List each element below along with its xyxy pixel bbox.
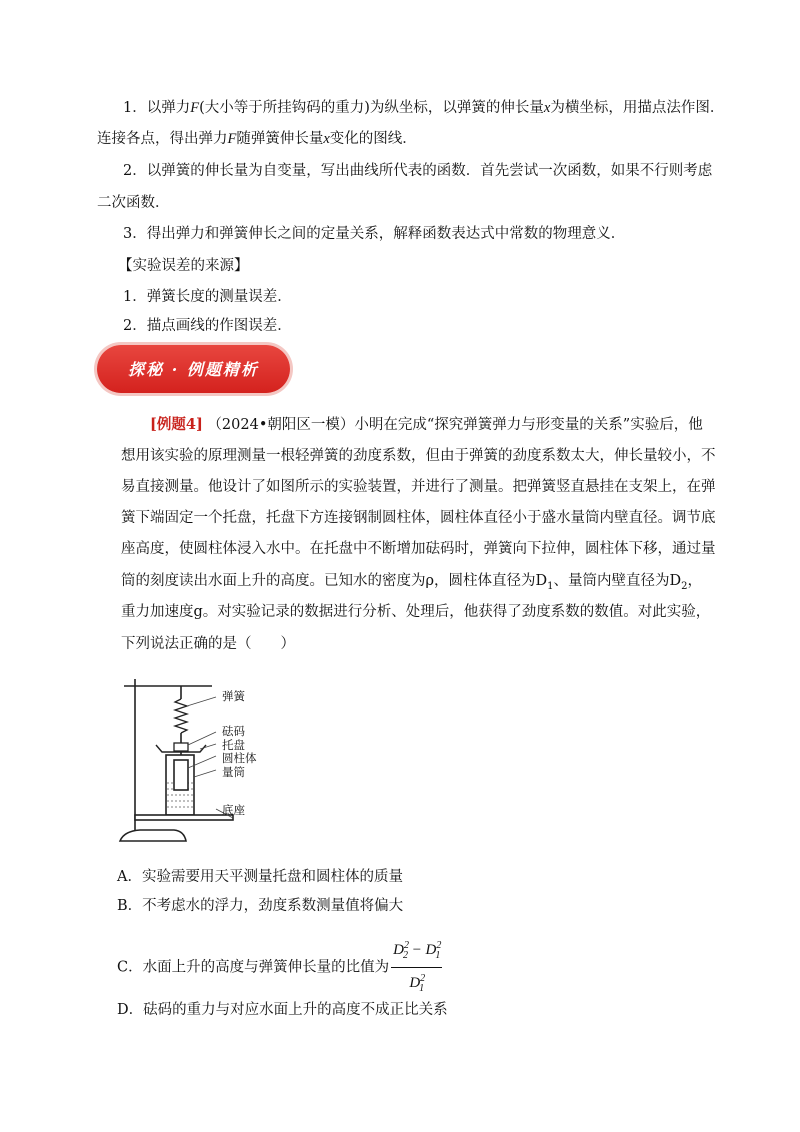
step-2-line-1: 2．以弹簧的伸长量为自变量，写出曲线所代表的函数．首先尝试一次函数，如果不行则考虑 — [123, 163, 713, 179]
section-banner — [97, 345, 290, 393]
section-banner-label: 探秘 · 例题精析 — [128, 360, 259, 379]
example-line-5: 座高度，使圆柱体浸入水中。在托盘中不断增加砝码时，弹簧向下拉伸，圆柱体下移，通过量 — [121, 541, 716, 557]
figure-label-spring: 弹簧 — [222, 689, 245, 703]
steel-cylinder — [174, 760, 188, 790]
example-line-1: [例题4] （2024•朝阳区一模）小明在完成“探究弹簧弹力与形变量的关系”实验后，他 — [150, 416, 703, 433]
figure-label-graduated-cylinder: 量筒 — [222, 765, 245, 779]
base-platform — [135, 815, 233, 820]
option-c[interactable]: C．水面上升的高度与弹簧伸长量的比值为 $\frac{D^2_2 - D^2_1}{D^2_1}$ — [117, 935, 442, 1000]
apparatus-figure — [114, 665, 284, 850]
example-line-6: 筒的刻度读出水面上升的高度。已知水的密度为ρ，圆柱体直径为$D_1$、量筒内壁直径为$D_2$， — [121, 573, 703, 592]
example-tag: [例题4] — [150, 416, 203, 433]
error-item-1: 1．弹簧长度的测量误差． — [123, 289, 292, 305]
example-line-3: 易直接测量。他设计了如图所示的实验装置，并进行了测量。把弹簧竖直悬挂在支架上，在弹 — [121, 479, 716, 495]
example-line-4: 簧下端固定一个托盘，托盘下方连接钢制圆柱体，圆柱体直径小于盛水量筒内壁直径。调节底 — [121, 510, 716, 526]
figure-label-tray: 托盘 — [222, 738, 245, 752]
example-line-7: 重力加速度g。对实验记录的数据进行分析、处理后，他获得了劲度系数的数值。对此实验， — [121, 604, 711, 620]
option-b[interactable]: B．不考虑水的浮力，劲度系数测量值将偏大 — [117, 898, 404, 914]
ratio-fraction: $\frac{D^2_2 - D^2_1}{D^2_1}$ — [391, 935, 442, 1000]
step-1-line-2: 连接各点，得出弹力F随弹簧伸长量x变化的图线． — [97, 131, 417, 147]
error-heading: 【实验误差的来源】 — [118, 258, 249, 274]
step-3-line-1: 3．得出弹力和弹簧伸长之间的定量关系，解释函数表达式中常数的物理意义． — [123, 226, 626, 242]
weights — [174, 743, 188, 751]
example-line-2: 想用该实验的原理测量一根轻弹簧的劲度系数，但由于弹簧的劲度系数太大，伸长量较小，不 — [121, 448, 716, 464]
figure-label-steel-cylinder: 圆柱体 — [222, 751, 257, 765]
figure-label-base: 底座 — [222, 803, 245, 817]
figure-label-weights: 砝码 — [222, 724, 245, 738]
error-item-2: 2．描点画线的作图误差． — [123, 318, 292, 334]
option-a[interactable]: A．实验需要用天平测量托盘和圆柱体的质量 — [117, 869, 403, 885]
step-2-line-2: 二次函数． — [97, 195, 170, 211]
step-1-line-1: 1．以弹力F(大小等于所挂钩码的重力)为纵坐标，以弹簧的伸长量x为横坐标，用描点法作图． — [123, 100, 725, 116]
stand-base — [120, 830, 186, 841]
option-d[interactable]: D．砝码的重力与对应水面上升的高度不成正比关系 — [117, 1002, 448, 1018]
example-line-8: 下列说法正确的是（ ） — [121, 636, 295, 652]
spring — [175, 699, 187, 733]
